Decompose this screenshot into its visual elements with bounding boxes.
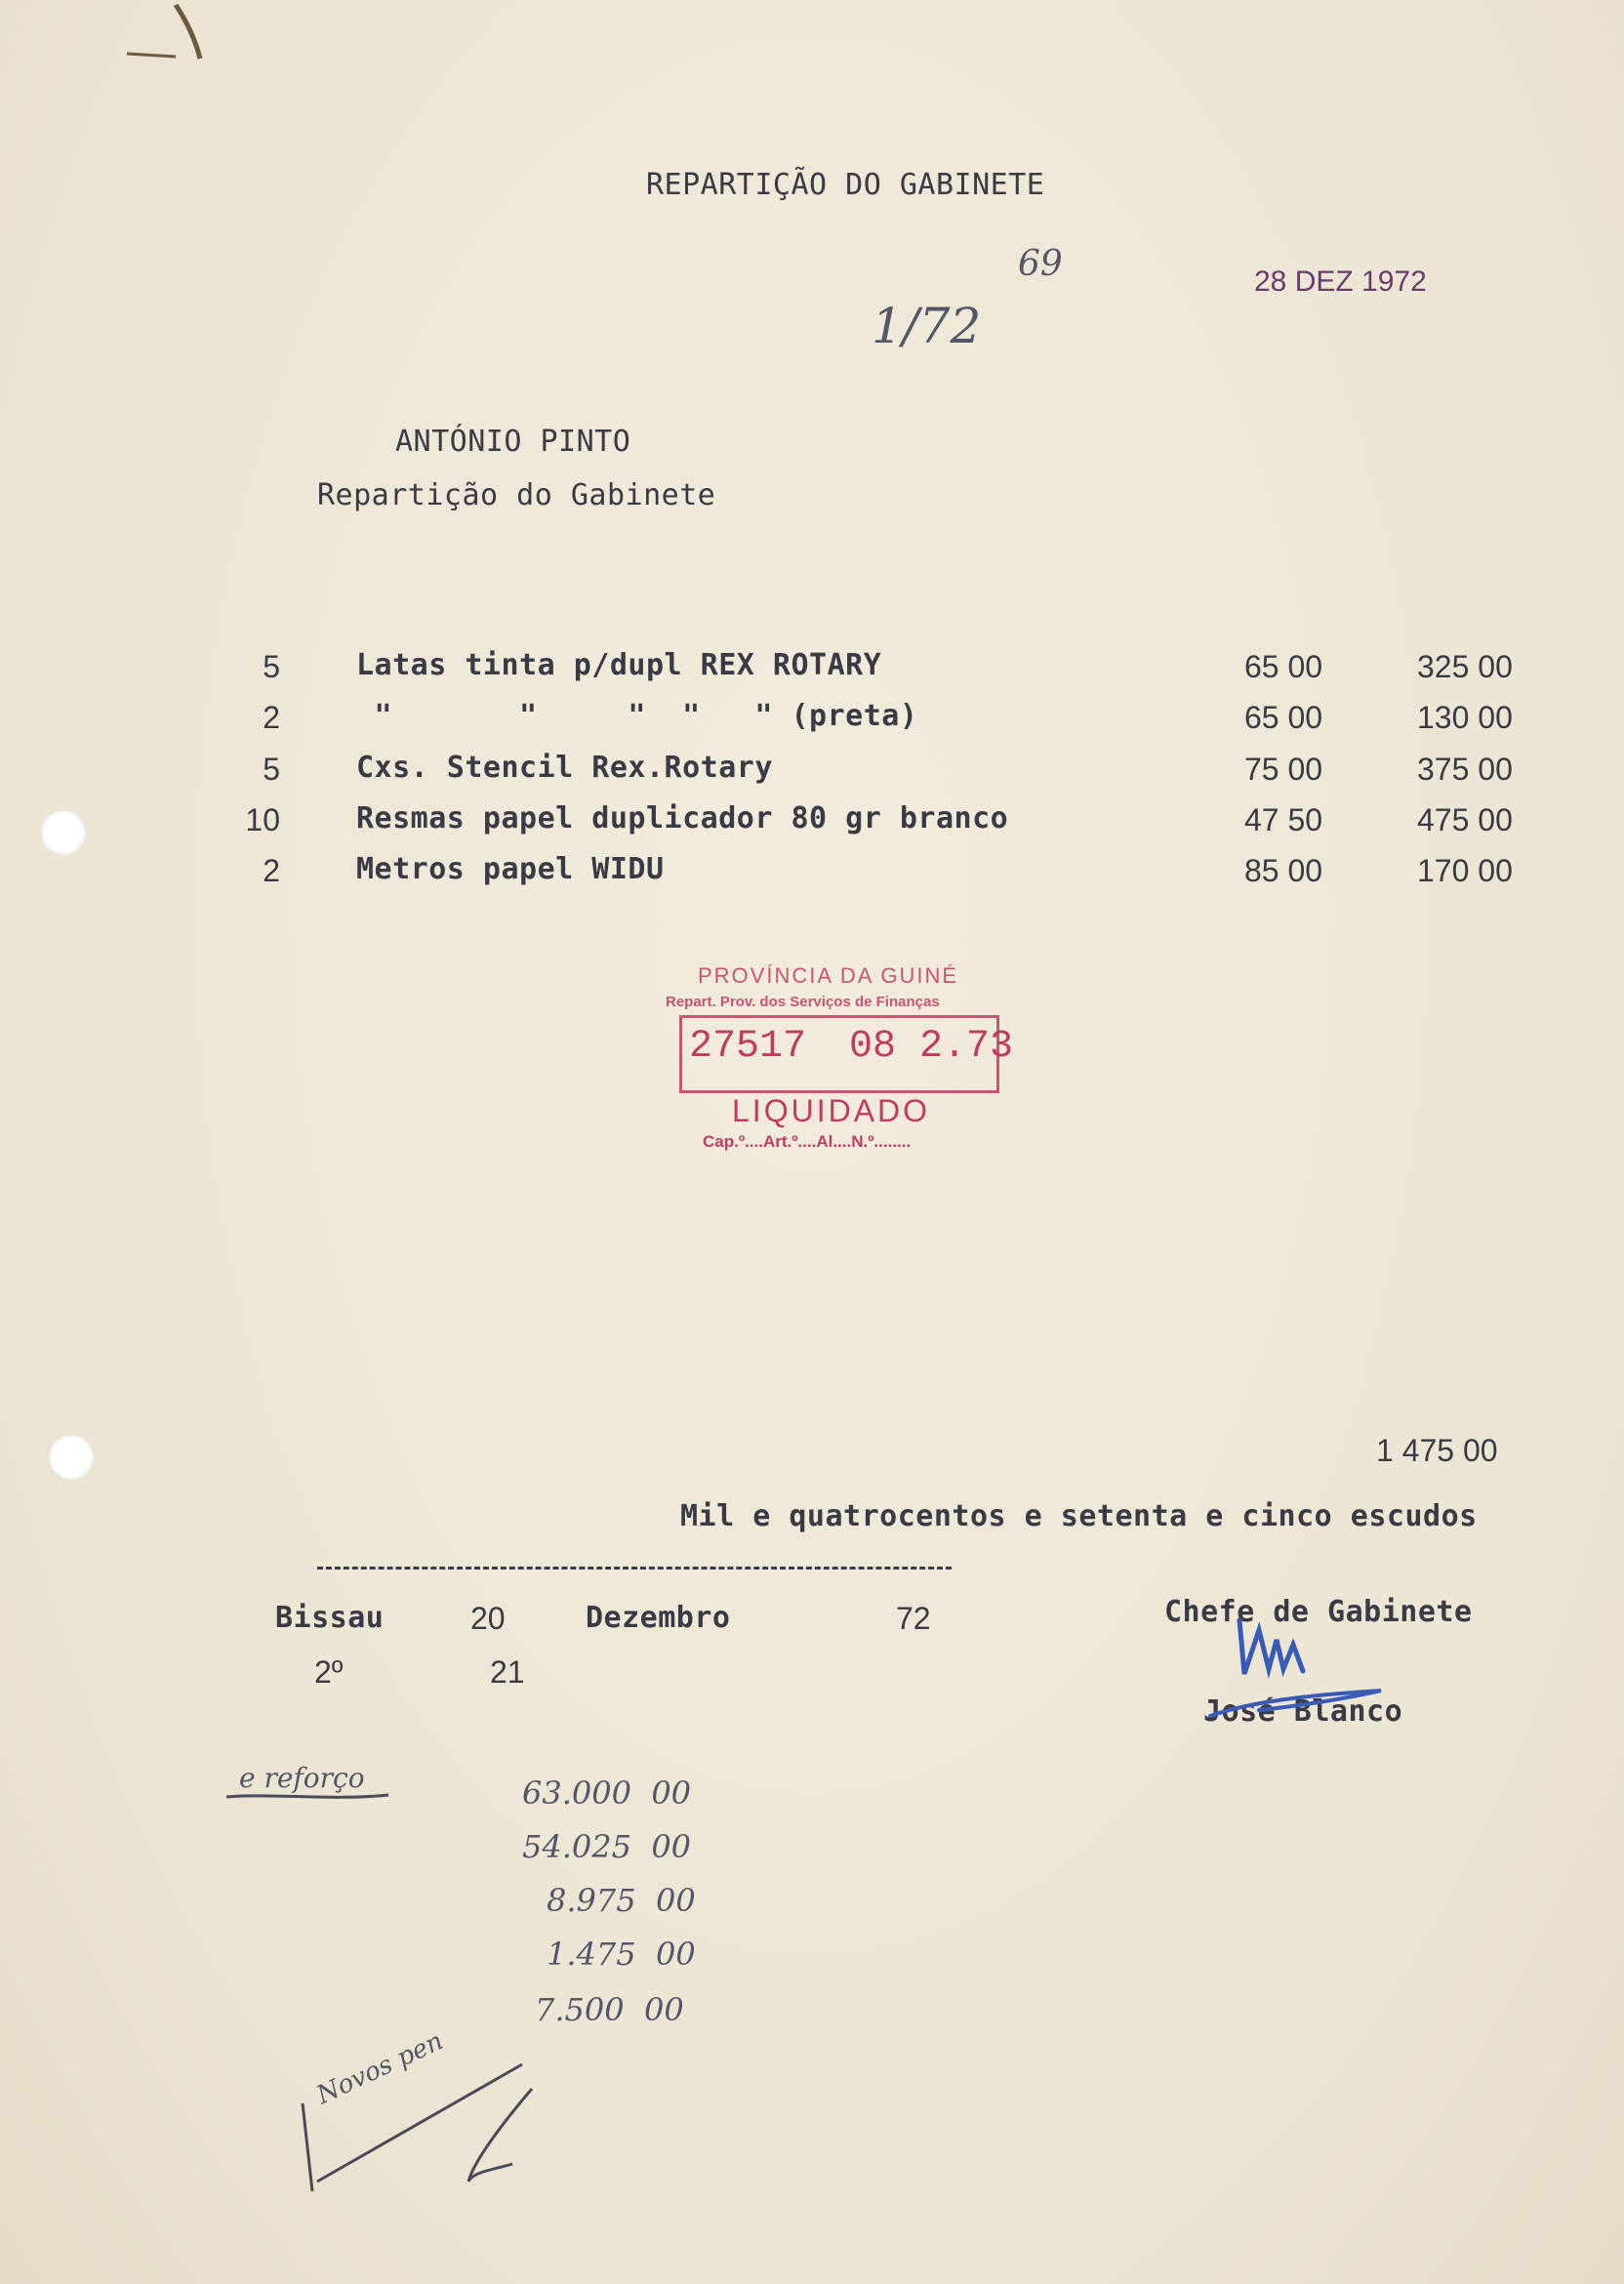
item-qty: 5 (263, 752, 280, 787)
staple-mark (107, 0, 244, 117)
item-qty: 2 (263, 853, 280, 888)
stamp-fields: Cap.º....Art.º....Al....N.º........ (703, 1132, 912, 1151)
item-unit-price: 85 00 (1244, 853, 1323, 888)
total-amount: 1 475 00 (1376, 1433, 1498, 1468)
corner-marks (278, 2035, 551, 2211)
signer-title: Chefe de Gabinete (1164, 1595, 1473, 1629)
item-description: " " " " " (preta) (356, 699, 918, 733)
stamp-date: 08 2.73 (849, 1025, 1014, 1069)
item-total: 375 00 (1417, 752, 1513, 787)
item-qty: 5 (263, 649, 280, 684)
stamp-register-number: 27517 (689, 1025, 807, 1069)
footer-place: Bissau (275, 1601, 385, 1635)
ledger-line: 7.500 00 (535, 1991, 684, 2028)
item-description: Latas tinta p/dupl REX ROTARY (356, 648, 882, 682)
addressee-department: Repartição do Gabinete (317, 478, 716, 512)
item-total: 325 00 (1417, 649, 1513, 684)
signer-name: José Blanco (1203, 1694, 1403, 1729)
footer-sub-left: 2º (314, 1654, 344, 1690)
handwritten-note: e reforço (239, 1762, 365, 1794)
stamp-office: Repart. Prov. dos Serviços de Finanças (666, 994, 940, 1010)
signature (1200, 1601, 1396, 1728)
footer-day: 20 (470, 1601, 506, 1636)
item-unit-price: 65 00 (1244, 649, 1323, 684)
punch-hole-top (41, 810, 86, 855)
footer-year: 72 (896, 1601, 931, 1636)
stamp-province: PROVÍNCIA DA GUINÉ (698, 963, 959, 988)
item-qty: 2 (263, 700, 280, 735)
date-received-stamp: 28 DEZ 1972 (1254, 265, 1427, 298)
item-unit-price: 65 00 (1244, 700, 1323, 735)
ledger-line: 54.025 00 (522, 1828, 692, 1865)
ledger-line: 1.475 00 (547, 1936, 696, 1973)
ledger-line: 8.975 00 (547, 1882, 696, 1919)
item-unit-price: 47 50 (1244, 802, 1323, 837)
punch-hole-bottom (49, 1435, 94, 1480)
corner-annotation: Novos pen (312, 2026, 448, 2111)
item-description: Cxs. Stencil Rex.Rotary (356, 751, 773, 785)
item-total: 475 00 (1417, 802, 1513, 837)
item-description: Metros papel WIDU (356, 852, 665, 886)
total-amount-words: Mil e quatrocentos e setenta e cinco escudos (680, 1499, 1478, 1533)
item-unit-price: 75 00 (1244, 752, 1323, 787)
footer-month: Dezembro (586, 1601, 731, 1635)
addressee-name: ANTÓNIO PINTO (395, 425, 631, 459)
stamp-status: LIQUIDADO (732, 1093, 931, 1128)
footer-sub-day: 21 (490, 1654, 525, 1690)
ledger-line: 63.000 00 (522, 1774, 692, 1812)
note-underline (224, 1791, 390, 1803)
divider-line (317, 1567, 952, 1570)
handwritten-number: 69 (1018, 244, 1063, 284)
item-total: 170 00 (1417, 853, 1513, 888)
header-department: REPARTIÇÃO DO GABINETE (646, 168, 1045, 202)
liquidado-stamp (644, 957, 1035, 1171)
item-qty: 10 (245, 802, 280, 837)
item-total: 130 00 (1417, 700, 1513, 735)
item-description: Resmas papel duplicador 80 gr branco (356, 801, 1009, 836)
handwritten-reference: 1/72 (872, 298, 982, 354)
